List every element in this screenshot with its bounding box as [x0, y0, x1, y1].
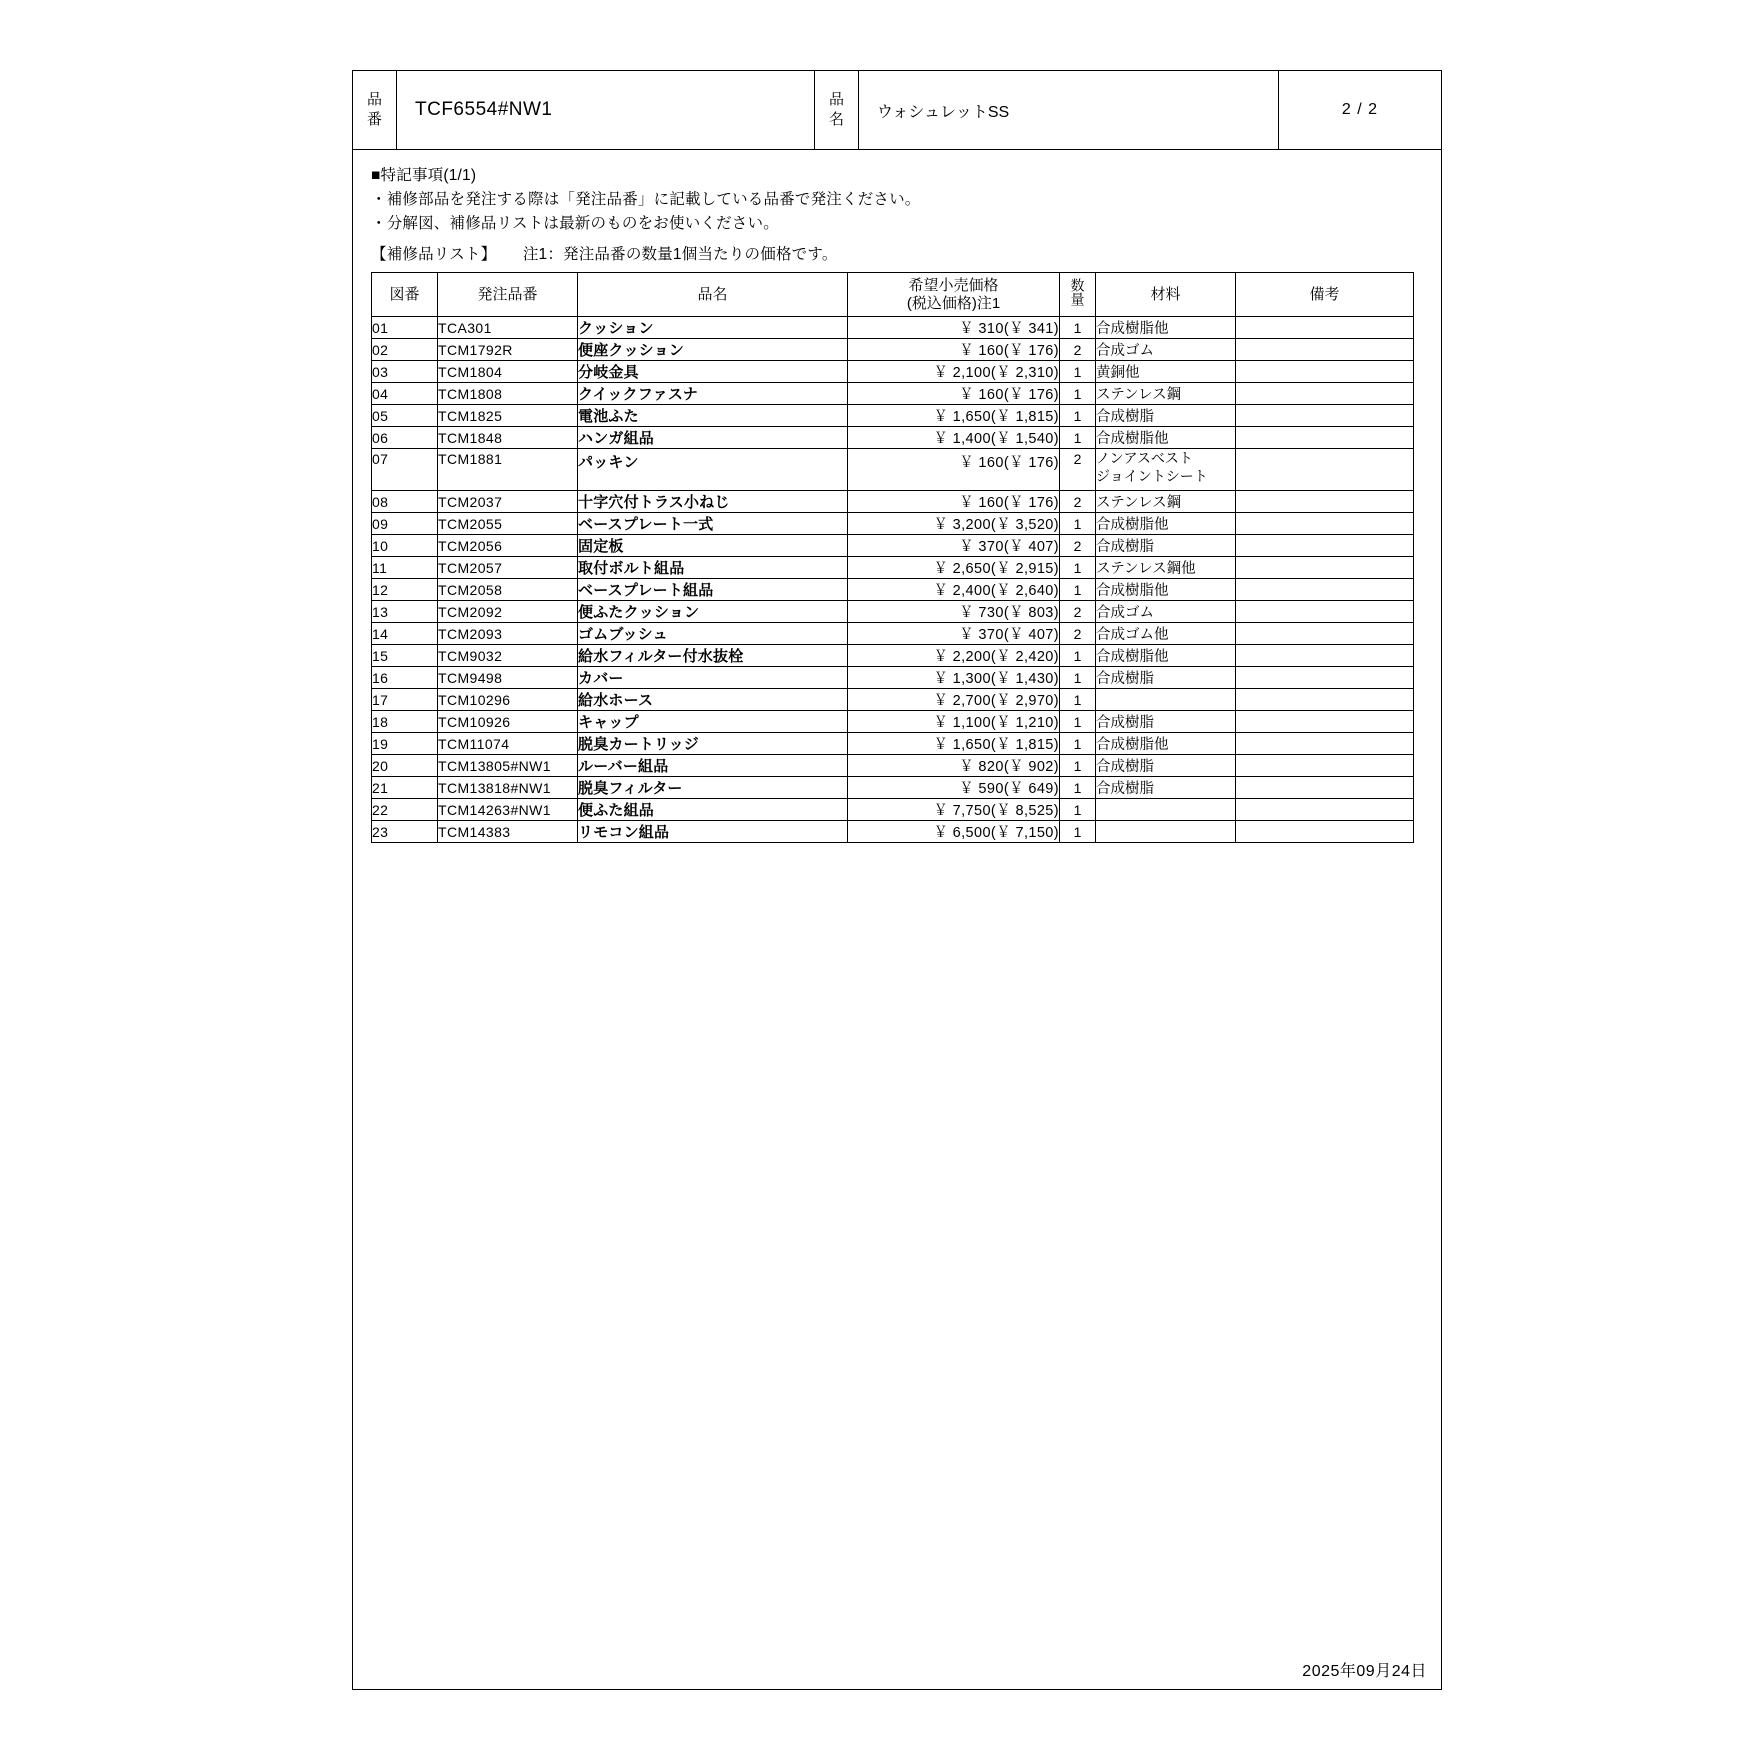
cell-remarks: [1236, 733, 1414, 755]
cell-material: 合成ゴム他: [1096, 623, 1236, 645]
cell-zuban: 22: [372, 799, 438, 821]
cell-part-name: 十字穴付トラス小ねじ: [578, 491, 848, 513]
cell-material: [1096, 689, 1236, 711]
cell-remarks: [1236, 755, 1414, 777]
cell-qty: 1: [1060, 821, 1096, 843]
cell-zuban: 19: [372, 733, 438, 755]
header-material: 材料: [1096, 273, 1236, 317]
cell-qty: 2: [1060, 491, 1096, 513]
cell-material: 合成樹脂他: [1096, 645, 1236, 667]
cell-zuban: 23: [372, 821, 438, 843]
table-row: [372, 601, 1414, 623]
cell-order-code: TCM11074: [438, 733, 578, 755]
cell-zuban: 05: [372, 405, 438, 427]
cell-material: 合成樹脂他: [1096, 513, 1236, 535]
cell-qty: 1: [1060, 799, 1096, 821]
cell-part-name: 便ふたクッション: [578, 601, 848, 623]
cell-zuban: 16: [372, 667, 438, 689]
parts-list-label: 【補修品リスト】: [371, 246, 497, 264]
cell-remarks: [1236, 557, 1414, 579]
parts-table-head: [372, 273, 1414, 317]
cell-order-code: TCM14263#NW1: [438, 799, 578, 821]
cell-part-name: 給水ホース: [578, 689, 848, 711]
cell-part-name: ルーバー組品: [578, 755, 848, 777]
cell-qty: 1: [1060, 733, 1096, 755]
cell-remarks: [1236, 513, 1414, 535]
cell-material: 合成樹脂: [1096, 755, 1236, 777]
cell-price: ￥ 1,100(￥ 1,210): [848, 711, 1060, 733]
cell-zuban: 03: [372, 361, 438, 383]
cell-material: 黄銅他: [1096, 361, 1236, 383]
table-row: [372, 427, 1414, 449]
table-row: [372, 361, 1414, 383]
cell-price: ￥ 7,750(￥ 8,525): [848, 799, 1060, 821]
cell-order-code: TCM13805#NW1: [438, 755, 578, 777]
cell-material: 合成樹脂: [1096, 667, 1236, 689]
cell-order-code: TCM13818#NW1: [438, 777, 578, 799]
parts-table-body: [372, 317, 1414, 843]
cell-material: ステンレス鋼他: [1096, 557, 1236, 579]
cell-remarks: [1236, 799, 1414, 821]
parts-list-title: [371, 242, 1423, 264]
cell-order-code: TCM10926: [438, 711, 578, 733]
document-header: [352, 70, 1442, 150]
table-row: [372, 645, 1414, 667]
table-row: [372, 733, 1414, 755]
table-row: [372, 755, 1414, 777]
cell-remarks: [1236, 579, 1414, 601]
cell-remarks: [1236, 535, 1414, 557]
cell-remarks: [1236, 339, 1414, 361]
table-row: [372, 449, 1414, 491]
cell-zuban: 10: [372, 535, 438, 557]
cell-price: ￥ 2,200(￥ 2,420): [848, 645, 1060, 667]
cell-part-name: 分岐金具: [578, 361, 848, 383]
cell-order-code: TCM2037: [438, 491, 578, 513]
cell-order-code: TCM9498: [438, 667, 578, 689]
cell-zuban: 13: [372, 601, 438, 623]
cell-material: [1096, 799, 1236, 821]
cell-material: 合成樹脂: [1096, 535, 1236, 557]
cell-price: ￥ 160(￥ 176): [848, 449, 1060, 491]
header-price-line1: 希望小売価格: [908, 276, 999, 294]
cell-order-code: TCM10296: [438, 689, 578, 711]
cell-qty: 1: [1060, 579, 1096, 601]
cell-material: ステンレス鋼: [1096, 383, 1236, 405]
table-row: [372, 711, 1414, 733]
cell-part-name: ベースプレート組品: [578, 579, 848, 601]
table-row: [372, 557, 1414, 579]
cell-price: ￥ 2,700(￥ 2,970): [848, 689, 1060, 711]
cell-part-name: カバー: [578, 667, 848, 689]
cell-material: 合成樹脂他: [1096, 427, 1236, 449]
table-row: [372, 579, 1414, 601]
cell-qty: 2: [1060, 535, 1096, 557]
cell-order-code: TCM2055: [438, 513, 578, 535]
cell-part-name: 脱臭カートリッジ: [578, 733, 848, 755]
table-row: [372, 689, 1414, 711]
cell-price: ￥ 160(￥ 176): [848, 383, 1060, 405]
cell-material: 合成樹脂他: [1096, 733, 1236, 755]
cell-material: 合成ゴム: [1096, 339, 1236, 361]
cell-material: 合成樹脂他: [1096, 317, 1236, 339]
cell-qty: 2: [1060, 449, 1096, 491]
cell-remarks: [1236, 623, 1414, 645]
cell-price: ￥ 3,200(￥ 3,520): [848, 513, 1060, 535]
cell-qty: 2: [1060, 601, 1096, 623]
cell-qty: 1: [1060, 777, 1096, 799]
table-row: [372, 777, 1414, 799]
table-row: [372, 667, 1414, 689]
cell-zuban: 21: [372, 777, 438, 799]
cell-price: ￥ 370(￥ 407): [848, 623, 1060, 645]
cell-zuban: 08: [372, 491, 438, 513]
cell-remarks: [1236, 601, 1414, 623]
header-qty-label: 数量: [1069, 278, 1086, 307]
cell-price: ￥ 370(￥ 407): [848, 535, 1060, 557]
table-row: [372, 535, 1414, 557]
cell-part-name: 給水フィルター付水抜栓: [578, 645, 848, 667]
cell-remarks: [1236, 449, 1414, 491]
cell-zuban: 04: [372, 383, 438, 405]
cell-price: ￥ 2,400(￥ 2,640): [848, 579, 1060, 601]
cell-zuban: 06: [372, 427, 438, 449]
table-row: [372, 405, 1414, 427]
header-zuban: 図番: [372, 273, 438, 317]
cell-zuban: 18: [372, 711, 438, 733]
cell-zuban: 12: [372, 579, 438, 601]
parts-table: [371, 272, 1414, 843]
cell-material: 合成樹脂: [1096, 711, 1236, 733]
cell-order-code: TCM2092: [438, 601, 578, 623]
cell-remarks: [1236, 383, 1414, 405]
table-header-row: [372, 273, 1414, 317]
document-body: [352, 150, 1442, 1690]
cell-price: ￥ 2,650(￥ 2,915): [848, 557, 1060, 579]
cell-part-name: 固定板: [578, 535, 848, 557]
cell-price: ￥ 730(￥ 803): [848, 601, 1060, 623]
cell-material: ステンレス鋼: [1096, 491, 1236, 513]
table-row: [372, 799, 1414, 821]
product-code-label-line2: 番: [366, 111, 382, 128]
cell-qty: 1: [1060, 427, 1096, 449]
header-price: [848, 273, 1060, 317]
cell-part-name: 取付ボルト組品: [578, 557, 848, 579]
cell-part-name: クイックファスナ: [578, 383, 848, 405]
cell-order-code: TCM9032: [438, 645, 578, 667]
cell-material: 合成ゴム: [1096, 601, 1236, 623]
cell-order-code: TCM1808: [438, 383, 578, 405]
notes-block: [371, 164, 1423, 236]
cell-zuban: 07: [372, 449, 438, 491]
cell-order-code: TCM2093: [438, 623, 578, 645]
cell-price: ￥ 1,650(￥ 1,815): [848, 733, 1060, 755]
cell-price: ￥ 310(￥ 341): [848, 317, 1060, 339]
cell-zuban: 17: [372, 689, 438, 711]
notes-line-1: ・補修部品を発注する際は「発注品番」に記載している品番で発注ください。: [371, 191, 921, 209]
cell-price: ￥ 590(￥ 649): [848, 777, 1060, 799]
header-qty: [1060, 273, 1096, 317]
cell-part-name: クッション: [578, 317, 848, 339]
cell-qty: 2: [1060, 623, 1096, 645]
cell-material: [1096, 821, 1236, 843]
cell-price: ￥ 160(￥ 176): [848, 339, 1060, 361]
cell-remarks: [1236, 645, 1414, 667]
header-remarks: 備考: [1236, 273, 1414, 317]
parts-list-note: 注1：発注品番の数量1個当たりの価格です。: [522, 246, 838, 264]
cell-price: ￥ 1,400(￥ 1,540): [848, 427, 1060, 449]
header-order-code: 発注品番: [438, 273, 578, 317]
cell-part-name: リモコン組品: [578, 821, 848, 843]
cell-remarks: [1236, 317, 1414, 339]
cell-zuban: 02: [372, 339, 438, 361]
notes-line-2: ・分解図、補修品リストは最新のものをお使いください。: [371, 215, 779, 233]
cell-qty: 1: [1060, 513, 1096, 535]
cell-remarks: [1236, 711, 1414, 733]
table-row: [372, 821, 1414, 843]
table-row: [372, 317, 1414, 339]
cell-order-code: TCM14383: [438, 821, 578, 843]
cell-remarks: [1236, 427, 1414, 449]
cell-price: ￥ 6,500(￥ 7,150): [848, 821, 1060, 843]
cell-qty: 1: [1060, 557, 1096, 579]
cell-order-code: TCM2058: [438, 579, 578, 601]
cell-part-name: ゴムブッシュ: [578, 623, 848, 645]
cell-zuban: 14: [372, 623, 438, 645]
cell-remarks: [1236, 777, 1414, 799]
cell-remarks: [1236, 667, 1414, 689]
product-name-label: [815, 71, 859, 149]
document-page: [352, 70, 1442, 1690]
cell-qty: 1: [1060, 317, 1096, 339]
cell-order-code: TCM1804: [438, 361, 578, 383]
product-code-value: TCF6554#NW1: [397, 71, 815, 149]
cell-price: ￥ 160(￥ 176): [848, 491, 1060, 513]
table-row: [372, 491, 1414, 513]
product-name-value: ウォシュレットSS: [859, 71, 1279, 149]
cell-qty: 1: [1060, 755, 1096, 777]
cell-qty: 1: [1060, 361, 1096, 383]
cell-price: ￥ 2,100(￥ 2,310): [848, 361, 1060, 383]
cell-zuban: 20: [372, 755, 438, 777]
cell-order-code: TCM2057: [438, 557, 578, 579]
header-part-name: 品名: [578, 273, 848, 317]
cell-qty: 1: [1060, 405, 1096, 427]
cell-price: ￥ 1,650(￥ 1,815): [848, 405, 1060, 427]
table-row: [372, 513, 1414, 535]
product-code-label: [353, 71, 397, 149]
table-row: [372, 623, 1414, 645]
cell-qty: 1: [1060, 711, 1096, 733]
cell-zuban: 09: [372, 513, 438, 535]
table-row: [372, 383, 1414, 405]
cell-order-code: TCM1881: [438, 449, 578, 491]
table-row: [372, 339, 1414, 361]
cell-remarks: [1236, 361, 1414, 383]
cell-material: 合成樹脂: [1096, 405, 1236, 427]
cell-qty: 1: [1060, 689, 1096, 711]
cell-zuban: 01: [372, 317, 438, 339]
cell-part-name: 電池ふた: [578, 405, 848, 427]
cell-part-name: ハンガ組品: [578, 427, 848, 449]
cell-part-name: パッキン: [578, 449, 848, 491]
product-code-label-line1: 品: [366, 90, 382, 108]
cell-qty: 1: [1060, 645, 1096, 667]
cell-part-name: ベースプレート一式: [578, 513, 848, 535]
cell-part-name: 脱臭フィルター: [578, 777, 848, 799]
cell-order-code: TCM1792R: [438, 339, 578, 361]
page-indicator: 2 / 2: [1341, 101, 1379, 118]
cell-zuban: 11: [372, 557, 438, 579]
cell-order-code: TCA301: [438, 317, 578, 339]
cell-material: 合成樹脂他: [1096, 579, 1236, 601]
header-price-line2: (税込価格)注1: [906, 294, 1001, 312]
cell-price: ￥ 820(￥ 902): [848, 755, 1060, 777]
footer-date: 2025年09月24日: [1302, 1663, 1427, 1680]
cell-part-name: 便座クッション: [578, 339, 848, 361]
cell-material: 合成樹脂: [1096, 777, 1236, 799]
cell-remarks: [1236, 405, 1414, 427]
cell-material: ノンアスベスト ジョイントシート: [1096, 449, 1236, 491]
product-name-label-line1: 品: [828, 90, 844, 108]
notes-title: ■特記事項(1/1): [371, 167, 477, 184]
cell-price: ￥ 1,300(￥ 1,430): [848, 667, 1060, 689]
cell-part-name: 便ふた組品: [578, 799, 848, 821]
product-name-label-line2: 名: [828, 111, 844, 128]
cell-remarks: [1236, 491, 1414, 513]
cell-qty: 1: [1060, 383, 1096, 405]
cell-qty: 2: [1060, 339, 1096, 361]
cell-order-code: TCM2056: [438, 535, 578, 557]
cell-remarks: [1236, 821, 1414, 843]
cell-zuban: 15: [372, 645, 438, 667]
cell-order-code: TCM1848: [438, 427, 578, 449]
cell-qty: 1: [1060, 667, 1096, 689]
cell-remarks: [1236, 689, 1414, 711]
cell-part-name: キャップ: [578, 711, 848, 733]
cell-order-code: TCM1825: [438, 405, 578, 427]
